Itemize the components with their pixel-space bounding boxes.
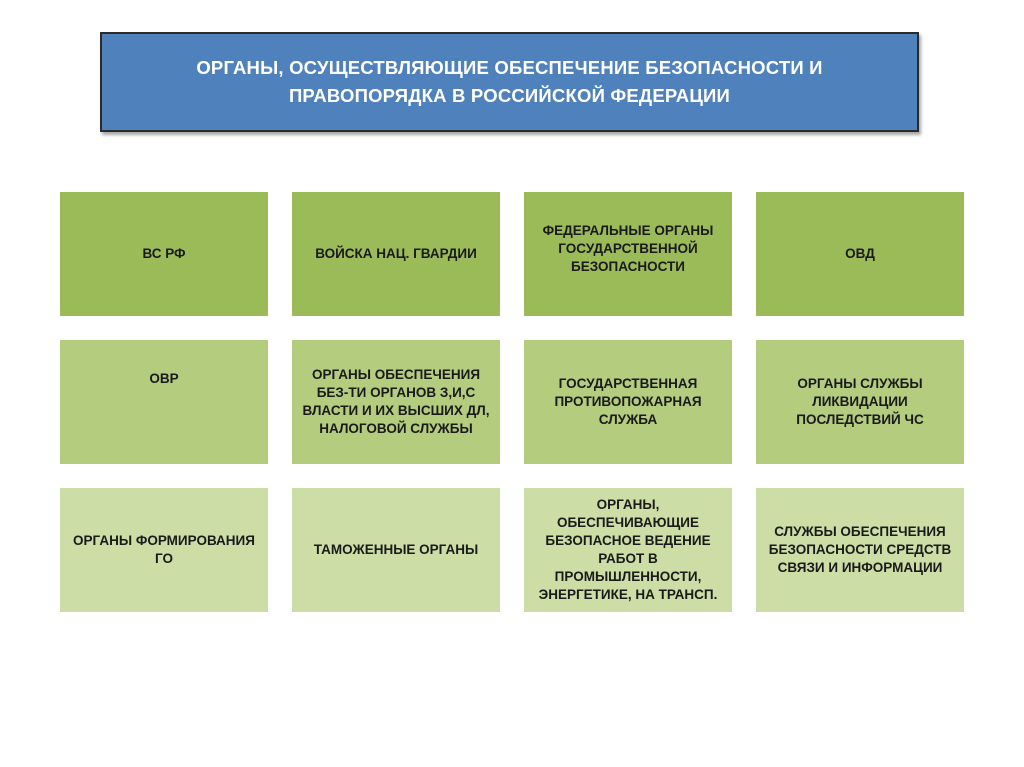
box-label: ОВД [845, 246, 875, 261]
box-industrial-safety [524, 488, 732, 612]
box-authority-security [292, 340, 500, 464]
box-label: СЛУЖБЫ ОБЕСПЕЧЕНИЯ БЕЗОПАСНОСТИ СРЕДСТВ СВЯЗИ И ИНФОРМАЦИИ [768, 524, 952, 575]
box-emergency-service [756, 340, 964, 464]
box-label: ВОЙСКА НАЦ. ГВАРДИИ [315, 246, 477, 261]
box-label: ОВР [149, 371, 179, 386]
box-label: ФЕДЕРАЛЬНЫЕ ОРГАНЫ ГОСУДАРСТВЕННОЙ БЕЗОПАСНОСТИ [542, 223, 714, 274]
box-customs [292, 488, 500, 612]
page-title: ОРГАНЫ, ОСУЩЕСТВЛЯЮЩИЕ ОБЕСПЕЧЕНИЕ БЕЗОПАСНОСТИ И ПРАВОПОРЯДКА В РОССИЙСКОЙ ФЕДЕРАЦИИ [196, 57, 823, 106]
box-civil-defense [60, 488, 268, 612]
box-communications-security [756, 488, 964, 612]
box-label: ГОСУДАРСТВЕННАЯ ПРОТИВОПОЖАРНАЯ СЛУЖБА [554, 376, 702, 427]
box-fire-service [524, 340, 732, 464]
box-federal-security [524, 192, 732, 316]
title-banner [100, 32, 919, 132]
box-ovd [756, 192, 964, 316]
box-label: ОРГАНЫ ОБЕСПЕЧЕНИЯ БЕЗ-ТИ ОРГАНОВ З,И,С ВЛАСТИ И ИХ ВЫСШИХ ДЛ, НАЛОГОВОЙ СЛУЖБЫ [302, 367, 490, 436]
box-label: ОРГАНЫ, ОБЕСПЕЧИВАЮЩИЕ БЕЗОПАСНОЕ ВЕДЕНИЕ РАБОТ В ПРОМЫШЛЕННОСТИ, ЭНЕРГЕТИКЕ, НА ТРАНСП. [538, 497, 718, 602]
box-national-guard [292, 192, 500, 316]
box-label: ОРГАНЫ СЛУЖБЫ ЛИКВИДАЦИИ ПОСЛЕДСТВИЙ ЧС [796, 376, 924, 427]
box-label: ОРГАНЫ ФОРМИРОВАНИЯ ГО [73, 533, 255, 566]
box-label: ВС РФ [142, 246, 186, 261]
box-vs-rf [60, 192, 268, 316]
box-label: ТАМОЖЕННЫЕ ОРГАНЫ [313, 542, 479, 557]
box-ovr [60, 340, 268, 464]
